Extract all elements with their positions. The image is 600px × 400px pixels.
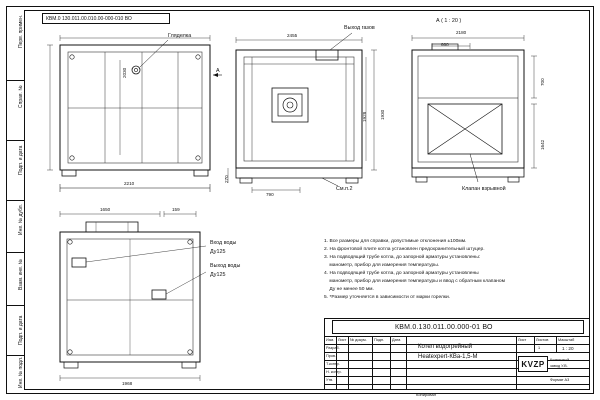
dim-plan-width: 1650 [100, 207, 111, 212]
note-4: 4. На подводящей трубе котла, до запорной арматуры установлены [324, 271, 479, 276]
label-sheets: Листов [536, 338, 549, 342]
label-scale: Масштаб [558, 338, 575, 342]
stamp-line-6 [324, 376, 590, 377]
dim-section-top: 2180 [456, 30, 467, 35]
stamp-line-1 [324, 336, 590, 337]
stamp-col-8 [556, 336, 557, 352]
margin-label-3: Инв. № дубл. [18, 204, 24, 235]
note-5: 5. *Размер уточняется в зависимости от марки горелки. [324, 295, 451, 300]
stamp-line-5 [324, 368, 590, 369]
stamp-col-2 [348, 336, 349, 390]
stamp-r2-c1: Пров. [326, 354, 337, 358]
margin-label-1: Справ. № [18, 85, 24, 108]
dim-side-top: 2455 [287, 33, 298, 38]
label-water-in: Вход воды [210, 240, 237, 246]
dim-section-right-lower: 1642 [540, 139, 545, 150]
stamp-col-7 [534, 336, 535, 352]
product-name-line2: Heatexpert-КВа-1,5-М [418, 354, 478, 360]
stamp-r1-c1: Разраб. [326, 346, 340, 350]
dim-front-height: 2030 [122, 67, 127, 78]
stamp-r0-c4: Подп. [374, 338, 385, 342]
label-gas-outlet: Выход газов [344, 25, 375, 31]
note-3: 3. На подводящий трубе котла, до запорной арматуры установлены: [324, 255, 481, 260]
margin-label-6: Инв. № подл. [18, 356, 24, 388]
section-a-title: А ( 1 : 20 ) [436, 18, 462, 24]
stamp-r0-c1: Изм. [326, 338, 335, 342]
drawing-code: КВМ.0 130.011.00.010.00-000-010 ВО [46, 16, 132, 22]
stamp-r5-c1: Утв. [326, 378, 334, 382]
stamp-col-4 [390, 336, 391, 390]
dim-side-base: 790 [266, 192, 274, 197]
title-block-left [324, 318, 325, 390]
margin-label-2: Подп. и дата [18, 145, 24, 175]
callout-a-front: А [216, 68, 220, 74]
dim-front-width: 2210 [124, 181, 135, 186]
stamp-r0-c2: Лист [338, 338, 347, 342]
label-sheet: Лист [518, 338, 527, 342]
label-water-in-dn: Ду125 [210, 249, 226, 255]
value-sheets: 1 [538, 346, 541, 350]
label-see-point-2: См.п.2 [336, 186, 353, 192]
drawing-number: КВМ.0.130.011.00.000-01 ВО [395, 324, 493, 331]
dim-section-right-upper: 700 [540, 78, 545, 86]
logo-sub-1: Котельный [550, 358, 570, 362]
manufacturer-logo: KVZP [518, 356, 548, 372]
note-3b: манометр, прибор для измерения температуры. [324, 263, 440, 268]
stamp-col-5 [406, 336, 407, 390]
note-4b: манометр, прибор для измерения температуры и ввод с обратным клапаном [324, 279, 505, 284]
dim-side-right: 1930 [380, 109, 385, 120]
logo-sub-2: завод У.В. [550, 364, 568, 368]
label-water-out: Выход воды [210, 263, 241, 269]
stamp-r0-c3: № докум. [350, 338, 367, 342]
label-water-out-dn: Ду125 [210, 272, 226, 278]
note-1: 1. Все размеры для справки, допустимые отклонения ±100мм. [324, 239, 467, 244]
dim-plan-right: 159 [172, 207, 180, 212]
margin-label-0: Перв. примен. [18, 14, 24, 48]
note-4c: Ду не менее 50 мм. [324, 287, 374, 292]
label-sight-glass: Гляделка [168, 33, 192, 39]
value-scale: 1 : 20 [562, 346, 574, 351]
label-explosion-valve: Клапан взрывной [462, 186, 506, 192]
product-name-line1: Котел водогрейный [418, 344, 473, 350]
stamp-r3-c1: Т.контр. [326, 362, 340, 366]
stamp-r4-c1: Н. контр. [326, 370, 342, 374]
stamp-col-6b [516, 336, 517, 390]
dim-side-foot: 270 [224, 175, 229, 183]
stamp-right-line [516, 352, 590, 353]
dim-plan-bottom: 1968 [122, 381, 133, 386]
dim-section-inner-top: 660 [441, 42, 449, 47]
stamp-line-7 [324, 384, 590, 385]
stamp-col-3 [372, 336, 373, 390]
margin-label-5: Подп. и дата [18, 315, 24, 345]
title-block-top [324, 318, 590, 319]
note-2: 2. На фронтовой плите котла установлен предохранительный штуцер. [324, 247, 485, 252]
copied-label: Копировал [416, 392, 437, 397]
dim-side-inner: 1928 [362, 111, 367, 122]
stamp-r0-c5: Дата [392, 338, 401, 342]
margin-label-4: Взам. инв. № [18, 259, 24, 290]
format-label: Формат A3 [550, 378, 570, 382]
